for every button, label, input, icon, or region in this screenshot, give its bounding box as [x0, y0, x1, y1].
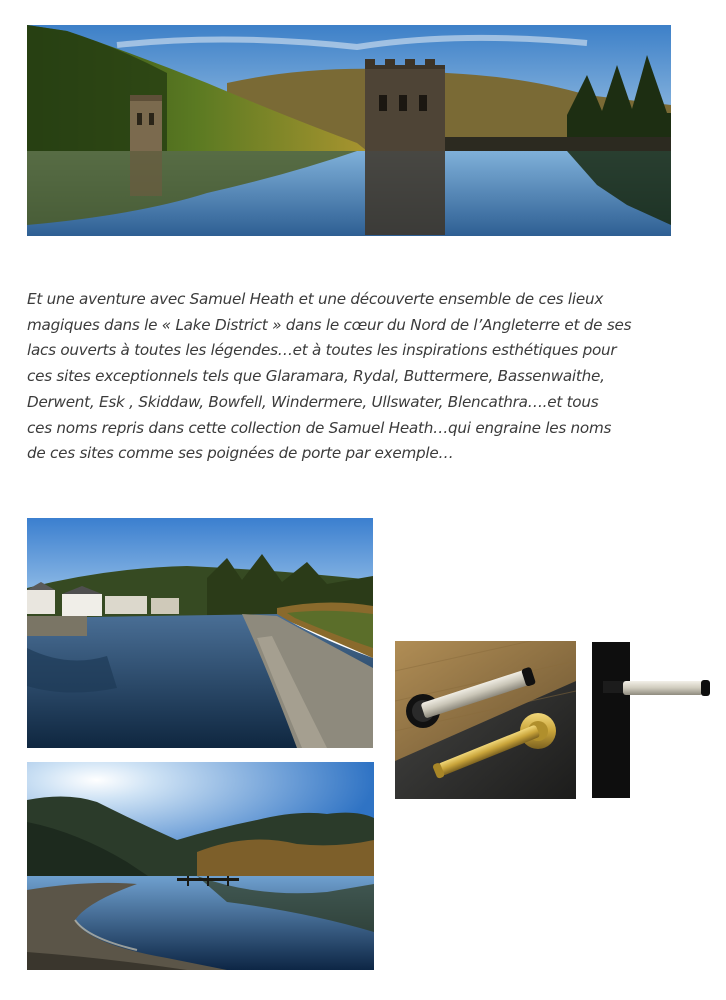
article-line: lacs ouverts à toutes les légendes…et à toutes les inspirations esthétiques pour: [27, 341, 617, 360]
hero-photo-reservoir-towers: [27, 25, 671, 236]
article-line: ces sites exceptionnels tels que Glaramara, Rydal, Buttermere, Bassenwaithe,: [27, 367, 605, 386]
river-village-photo: [27, 518, 373, 748]
article-line: Derwent, Esk , Skiddaw, Bowfell, Windermere, Ullswater, Blencathra….et tous: [27, 392, 599, 411]
lever-handle-backplate-photo: [591, 641, 712, 799]
article-line: Et une aventure avec Samuel Heath et une découverte ensemble de ces lieux: [27, 290, 604, 308]
door-handles-photo: [395, 641, 576, 799]
article-line: ces noms repris dans cette collection de Samuel Heath…qui engraine les noms: [27, 418, 612, 437]
article-line: de ces sites comme ses poignées de porte par exemple…: [27, 444, 454, 463]
article-paragraph: [27, 287, 687, 467]
lake-mountains-photo: [27, 762, 374, 970]
article-line: magiques dans le « Lake District » dans le cœur du Nord de l’Angleterre et de ses: [27, 315, 632, 334]
